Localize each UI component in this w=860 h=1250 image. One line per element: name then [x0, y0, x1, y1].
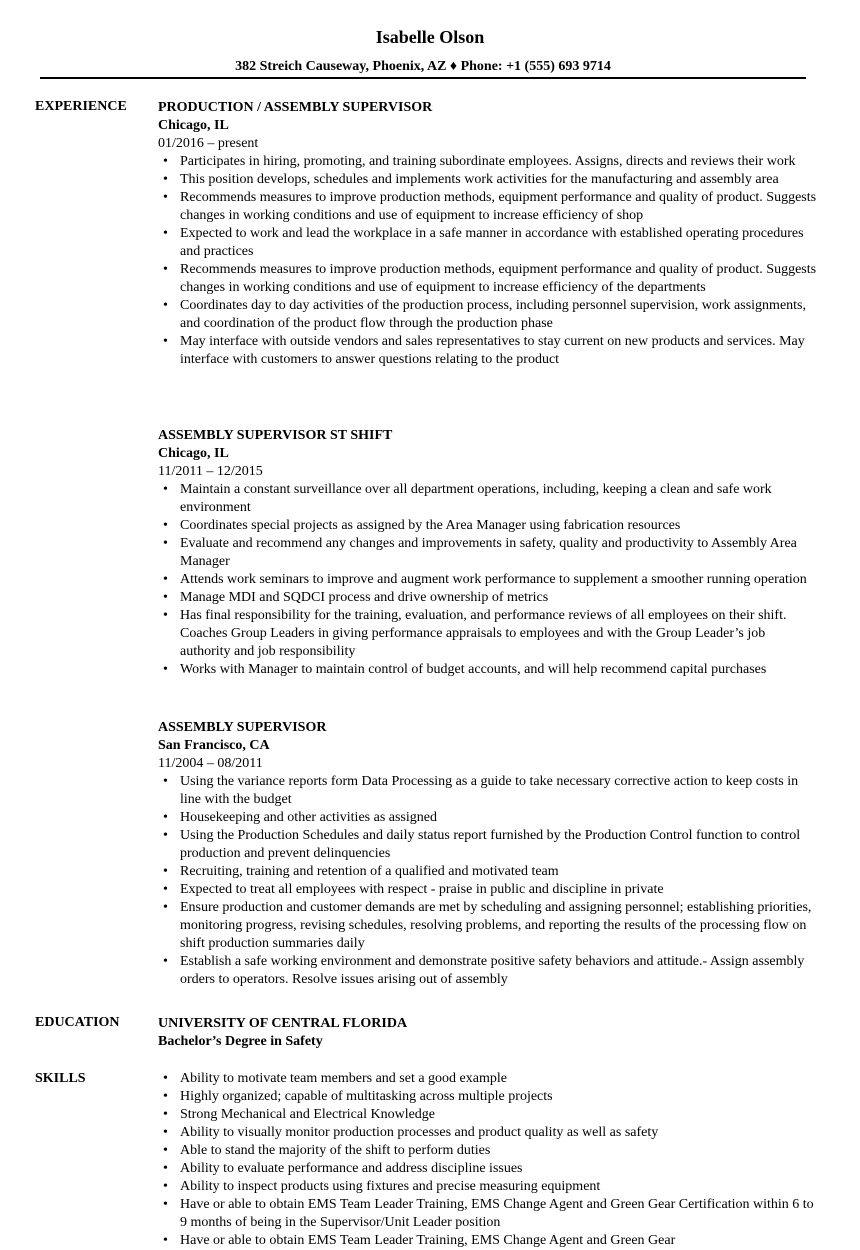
- job-bullets: [158, 153, 818, 369]
- job-dates: 01/2016 – present: [158, 136, 259, 151]
- bullet-item: • Attends work seminars to improve and augment work performance to supplement a smoother running operation: [180, 571, 818, 589]
- bullet-item: • Expected to treat all employees with respect - praise in public and discipline in private: [180, 881, 818, 899]
- bullet-item: • Housekeeping and other activities as assigned: [180, 809, 818, 827]
- degree-name: Bachelor’s Degree in Safety: [158, 1034, 323, 1049]
- job-dates: 11/2004 – 08/2011: [158, 756, 263, 771]
- bullet-item: • Coordinates day to day activities of the production process, including personnel supervision, work assignments, and coordination of the product flow through the production phase: [180, 297, 818, 333]
- bullet-item: • Ensure production and customer demands are met by scheduling and assigning personnel; establishing priorities, monitoring progress, revising schedules, resolving problems, and reporting the results of the processing flow on shift production summaries daily: [180, 899, 818, 953]
- contact-line: 382 Streich Causeway, Phoenix, AZ ♦ Phone: +1 (555) 693 9714: [235, 59, 611, 74]
- job-bullets: [158, 773, 818, 989]
- skill-item: • Able to stand the majority of the shift to perform duties: [180, 1142, 818, 1160]
- job-entry: [158, 718, 818, 989]
- bullet-item: • Using the Production Schedules and daily status report furnished by the Production Control function to control production and prevent delinquencies: [180, 827, 818, 863]
- skill-item: • Ability to motivate team members and set a good example: [180, 1070, 818, 1088]
- job-bullets: [158, 481, 818, 679]
- skill-item: • Highly organized; capable of multitasking across multiple projects: [180, 1088, 818, 1106]
- section-label-experience: EXPERIENCE: [35, 99, 127, 114]
- job-title: ASSEMBLY SUPERVISOR ST SHIFT: [158, 428, 393, 443]
- skill-item: • Ability to evaluate performance and address discipline issues: [180, 1160, 818, 1178]
- bullet-item: • Maintain a constant surveillance over all department operations, including, keeping a clean and safe work environment: [180, 481, 818, 517]
- header-divider: [40, 77, 806, 79]
- job-location: Chicago, IL: [158, 118, 229, 133]
- bullet-item: • May interface with outside vendors and sales representatives to stay current on new products and services. May interface with customers to answer questions relating to the product: [180, 333, 818, 369]
- bullet-item: • Expected to work and lead the workplace in a safe manner in accordance with established operating procedures and practices: [180, 225, 818, 261]
- job-location: San Francisco, CA: [158, 738, 270, 753]
- section-label-education: EDUCATION: [35, 1015, 120, 1030]
- bullet-item: • Coordinates special projects as assigned by the Area Manager using fabrication resources: [180, 517, 818, 535]
- section-label-skills: SKILLS: [35, 1071, 86, 1086]
- bullet-item: • This position develops, schedules and implements work activities for the manufacturing and assembly area: [180, 171, 818, 189]
- job-title: PRODUCTION / ASSEMBLY SUPERVISOR: [158, 100, 433, 115]
- bullet-item: • Has final responsibility for the training, evaluation, and performance reviews of all employees on their shift. Coaches Group Leaders in giving performance appraisals to employees and with the Group Leader’s job authority and job responsibility: [180, 607, 818, 661]
- bullet-item: • Establish a safe working environment and demonstrate positive safety behaviors and attitude.- Assign assembly orders to operators. Resolve issues arising out of assembly: [180, 953, 818, 989]
- bullet-item: • Works with Manager to maintain control of budget accounts, and will help recommend capital purchases: [180, 661, 818, 679]
- job-entry: [158, 98, 818, 369]
- bullet-item: • Evaluate and recommend any changes and improvements in safety, quality and productivity to Assembly Area Manager: [180, 535, 818, 571]
- skill-item: • Ability to visually monitor production processes and product quality as well as safety: [180, 1124, 818, 1142]
- bullet-item: • Recruiting, training and retention of a qualified and motivated team: [180, 863, 818, 881]
- job-title: ASSEMBLY SUPERVISOR: [158, 720, 327, 735]
- bullet-item: • Manage MDI and SQDCI process and drive ownership of metrics: [180, 589, 818, 607]
- job-dates: 11/2011 – 12/2015: [158, 464, 263, 479]
- skills-list: [158, 1070, 818, 1250]
- candidate-name: Isabelle Olson: [375, 27, 485, 47]
- bullet-item: • Using the variance reports form Data Processing as a guide to take necessary corrective action to keep costs in line with the budget: [180, 773, 818, 809]
- skills-entry: [158, 1070, 818, 1250]
- school-name: UNIVERSITY OF CENTRAL FLORIDA: [158, 1016, 408, 1031]
- skill-item: • Ability to inspect products using fixtures and precise measuring equipment: [180, 1178, 818, 1196]
- bullet-item: • Participates in hiring, promoting, and training subordinate employees. Assigns, directs and reviews their work: [180, 153, 818, 171]
- bullet-item: • Recommends measures to improve production methods, equipment performance and quality of product. Suggests changes in working conditions and use of equipment to increase efficiency of shop: [180, 189, 818, 225]
- job-entry: [158, 426, 818, 679]
- bullet-item: • Recommends measures to improve production methods, equipment performance and quality of product. Suggests changes in working conditions and use of equipment to increase efficiency of the departments: [180, 261, 818, 297]
- job-location: Chicago, IL: [158, 446, 229, 461]
- skill-item: • Have or able to obtain EMS Team Leader Training, EMS Change Agent and Green Gear Certification within 6 to 9 months of being in the Supervisor/Unit Leader position: [180, 1196, 818, 1232]
- education-entry: [158, 1014, 818, 1051]
- skill-item: • Strong Mechanical and Electrical Knowledge: [180, 1106, 818, 1124]
- skill-item: • Have or able to obtain EMS Team Leader Training, EMS Change Agent and Green Gear: [180, 1232, 818, 1250]
